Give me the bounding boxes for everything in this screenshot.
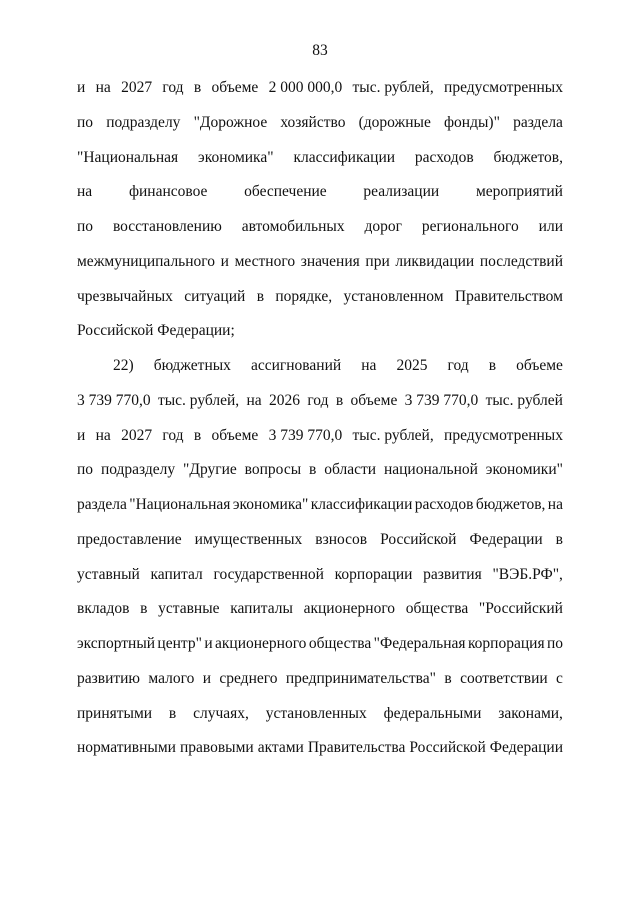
word: ситуаций	[184, 287, 246, 305]
word: по	[77, 461, 94, 479]
word: вкладов	[77, 600, 130, 618]
word: или	[538, 218, 563, 235]
word: на	[95, 426, 111, 444]
word: классификации	[293, 148, 396, 166]
word: реализации	[363, 183, 440, 201]
word: актами	[257, 739, 304, 757]
word: раздела	[513, 113, 563, 131]
word: "ВЭБ.РФ",	[492, 565, 563, 583]
word: взносов	[315, 530, 368, 548]
word: нормативными	[77, 739, 176, 757]
word: регионального	[421, 218, 519, 235]
word: на	[95, 79, 111, 96]
word: ликвидации	[395, 252, 475, 270]
word: государственной	[213, 565, 324, 583]
word: вопросы	[244, 461, 302, 479]
word: хозяйство	[280, 113, 346, 131]
text-line	[77, 286, 563, 321]
word: Федерации	[469, 530, 543, 548]
word: тыс. рублей,	[157, 391, 240, 409]
text-line	[77, 355, 563, 390]
word: по	[546, 635, 563, 652]
word: в	[309, 461, 317, 479]
text-line	[77, 425, 563, 460]
word: предусмотренных	[444, 426, 563, 444]
word: области	[324, 461, 377, 479]
word: установленном	[343, 287, 444, 305]
text-line	[77, 216, 563, 251]
word: классификации	[310, 496, 413, 513]
word: 22)	[113, 357, 134, 374]
word: подразделу	[106, 113, 181, 131]
word: в	[488, 357, 497, 374]
word: по	[77, 113, 94, 131]
word: имущественных	[194, 530, 303, 548]
word: 2026	[269, 391, 300, 409]
word: федеральными	[383, 704, 482, 722]
text-line	[77, 112, 563, 147]
text-line	[77, 251, 563, 286]
word: в	[140, 600, 148, 618]
word: предоставление	[77, 530, 182, 548]
word: автомобильных	[241, 218, 345, 235]
word: акционерного	[303, 600, 396, 618]
word: год	[162, 426, 184, 444]
word: предусмотренных	[444, 79, 563, 96]
word: с	[556, 669, 563, 687]
word: год	[307, 391, 329, 409]
text-line	[77, 147, 563, 182]
word: 2027	[121, 426, 153, 444]
word: 3 739 770,0	[404, 391, 479, 409]
word: Правительства	[307, 739, 406, 757]
word: значения	[300, 252, 360, 270]
word: среднего	[219, 669, 278, 687]
word: национальной	[383, 461, 478, 479]
text-line: Российской Федерации;	[77, 322, 235, 340]
text-line	[77, 529, 563, 564]
word: бюджетов,	[475, 496, 546, 513]
word: тыс. рублей,	[352, 79, 434, 96]
word: в	[444, 669, 452, 687]
text-line	[77, 494, 563, 529]
text-line	[77, 390, 563, 425]
word: экономика"	[232, 496, 309, 513]
word: 3 739 770,0	[77, 391, 151, 409]
word: установленных	[265, 704, 367, 722]
word: правовыми	[179, 739, 254, 757]
word: расходов	[414, 496, 474, 513]
word: уставные	[158, 600, 220, 618]
word: малого	[148, 669, 195, 687]
word: год	[447, 357, 469, 374]
word: 3 739 770,0	[268, 426, 343, 444]
word: порядке,	[275, 287, 333, 305]
word: Федерации	[489, 739, 563, 757]
word: предпринимательства"	[285, 669, 436, 687]
text-line	[77, 633, 563, 668]
word: на	[361, 357, 377, 374]
word: объеме	[211, 426, 259, 444]
word: объеме	[516, 357, 563, 374]
word: при	[365, 252, 390, 270]
word: объеме	[211, 79, 259, 96]
word: "Федеральная	[373, 635, 466, 652]
word: фонды)"	[444, 113, 500, 131]
word: и	[220, 252, 229, 270]
word: в	[193, 426, 202, 444]
word: Российской	[409, 739, 486, 757]
word: капитал	[150, 565, 203, 583]
word: экономика"	[198, 148, 274, 166]
word: год	[162, 79, 184, 96]
text-line	[77, 737, 563, 772]
word: 2 000 000,0	[268, 79, 343, 96]
word: местного	[234, 252, 296, 270]
word: и	[77, 79, 86, 96]
word: экономики"	[485, 461, 563, 479]
word: капиталы	[230, 600, 293, 618]
word: обеспечение	[244, 183, 327, 201]
word: межмуниципального	[77, 252, 216, 270]
word: акционерного	[214, 635, 307, 652]
word: восстановлению	[112, 218, 222, 235]
word: тыс. рублей	[485, 391, 563, 409]
text-line	[77, 703, 563, 738]
word: 2025	[396, 357, 428, 374]
word: подразделу	[100, 461, 176, 479]
word: в	[555, 530, 563, 548]
word: объеме	[350, 391, 398, 409]
word: дорог	[364, 218, 402, 235]
word: "Дорожное	[193, 113, 268, 131]
word: в	[335, 391, 344, 409]
word: развития	[423, 565, 482, 583]
word: бюджетных	[153, 357, 231, 374]
word: 2027	[121, 79, 153, 96]
text-line	[77, 459, 563, 494]
text-line	[77, 77, 563, 112]
word: расходов	[414, 148, 474, 166]
word: на	[547, 496, 563, 513]
word: соответствии	[460, 669, 548, 687]
text-line	[77, 181, 563, 216]
word: Правительством	[454, 287, 563, 305]
word: мероприятий	[475, 183, 563, 201]
word: и	[77, 426, 86, 444]
word: уставный	[77, 565, 140, 583]
word: тыс. рублей,	[352, 426, 434, 444]
word: в	[193, 79, 202, 96]
word: центр"	[157, 635, 202, 652]
text-line	[77, 598, 563, 633]
word: экспортный	[77, 635, 156, 652]
text-line	[77, 564, 563, 599]
word: последствий	[479, 252, 563, 270]
word: по	[77, 218, 94, 235]
word: бюджетов,	[493, 148, 563, 166]
word: корпорация	[467, 635, 545, 652]
document-body	[77, 77, 563, 772]
word: раздела	[77, 496, 127, 513]
page-number: 83	[312, 42, 328, 59]
word: случаях,	[193, 704, 249, 722]
word: в	[256, 287, 265, 305]
word: Российской	[380, 530, 457, 548]
word: "Российский	[478, 600, 563, 618]
word: общества	[405, 600, 469, 618]
word: "Национальная	[77, 148, 179, 166]
word: развитию	[77, 669, 141, 687]
word: в	[168, 704, 177, 722]
word: и	[204, 635, 213, 652]
word: (дорожные	[358, 113, 431, 131]
word: чрезвычайных	[77, 287, 173, 305]
word: "Национальная	[129, 496, 231, 513]
word: на	[77, 183, 93, 201]
word: на	[246, 391, 262, 409]
word: ассигнований	[250, 357, 342, 374]
word: "Другие	[183, 461, 237, 479]
word: принятыми	[77, 704, 153, 722]
word: финансовое	[128, 183, 208, 201]
word: корпорации	[334, 565, 413, 583]
word: общества	[308, 635, 372, 652]
word: и	[202, 669, 211, 687]
text-line	[77, 668, 563, 703]
word: законами,	[498, 704, 563, 722]
